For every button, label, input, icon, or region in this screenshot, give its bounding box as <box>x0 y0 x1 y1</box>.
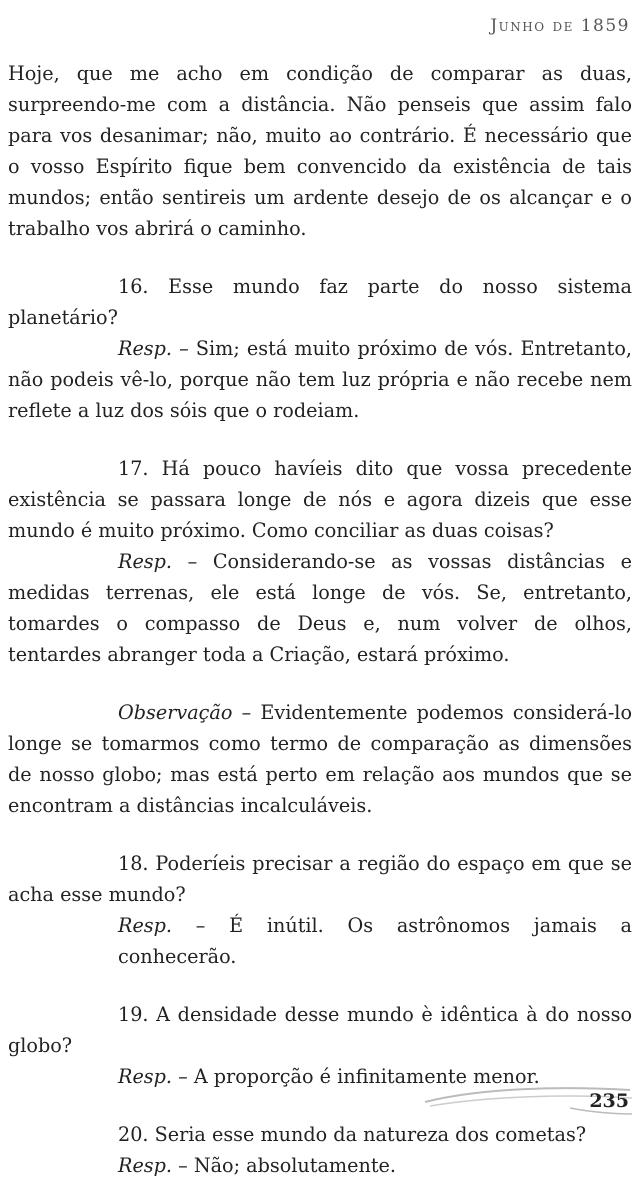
page-footer <box>420 1080 635 1120</box>
answer-text: – A proporção é infinitamente menor. <box>172 1065 540 1088</box>
answer-text: – É inútil. Os astrônomos jamais a conhecerão. <box>118 914 632 968</box>
question-17: 17. Há pouco havíeis dito que vossa precedente existência se passara longe de nós e agora dizeis que esse mundo é muito próximo. Como conciliar as duas coisas? <box>8 457 632 542</box>
answer-20 <box>8 1150 632 1181</box>
answer-text: – Considerando-se as vossas distâncias e medidas terrenas, ele está longe de vós. Se, entretanto, tomardes o compasso de Deus e, num volver de olhos, tentardes abranger toda a Criação, estará próximo. <box>8 550 632 666</box>
observation-label: Observação <box>118 701 233 724</box>
resp-label: Resp. <box>118 1065 173 1088</box>
question-19: 19. A densidade desse mundo è idêntica à do nosso globo? <box>8 1003 632 1057</box>
question-18: 18. Poderíeis precisar a região do espaço em que se acha esse mundo? <box>8 852 632 906</box>
page-body <box>8 58 632 1181</box>
resp-label: Resp. <box>118 337 173 360</box>
observation-text: – Evidentemente podemos considerá-lo longe se tomarmos como termo de comparação as dimensões de nosso globo; mas está perto em relação aos mundos que se encontram a distâncias incalculáveis. <box>8 701 632 817</box>
resp-label: Resp. <box>118 1154 173 1177</box>
answer-17 <box>8 546 632 670</box>
resp-label: Resp. <box>118 914 173 937</box>
question-16: 16. Esse mundo faz parte do nosso sistema planetário? <box>8 275 632 329</box>
question-20: 20. Seria esse mundo da natureza dos cometas? <box>118 1123 587 1146</box>
resp-label: Resp. <box>118 550 173 573</box>
running-head: Junho de 1859 <box>490 16 630 36</box>
answer-16 <box>8 333 632 426</box>
answer-18 <box>8 910 632 972</box>
answer-text: – Não; absolutamente. <box>172 1154 397 1177</box>
page-number: 235 <box>589 1090 629 1112</box>
answer-text: – Sim; está muito próximo de vós. Entretanto, não podeis vê-lo, porque não tem luz própria e não recebe nem reflete a luz dos sóis que o rodeiam. <box>8 337 632 422</box>
observation <box>8 697 632 821</box>
paragraph-intro: Hoje, que me acho em condição de comparar as duas, surpreendo-me com a distância. Não penseis que assim falo para vos desanimar; não, muito ao contrário. É necessário que o vosso Espírito fique bem convencido da existência de tais mundos; então sentireis um ardente desejo de os alcançar e o trabalho vos abrirá o caminho. <box>8 62 632 240</box>
